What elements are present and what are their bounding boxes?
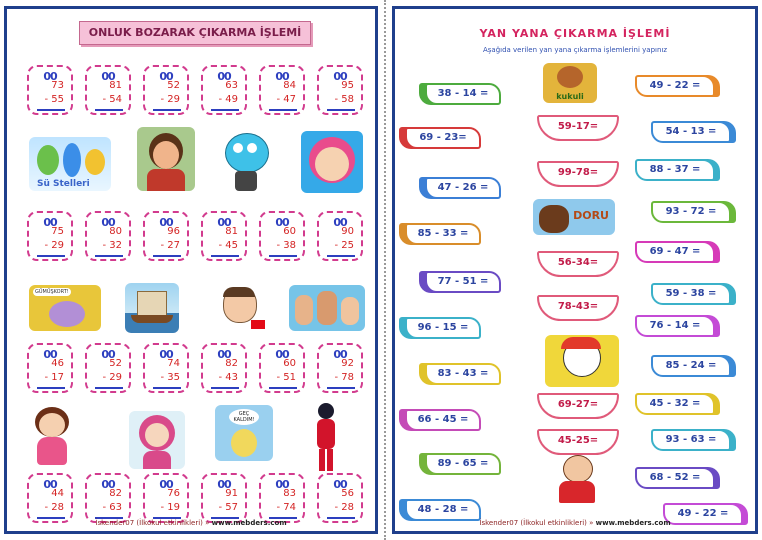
minuend: 90 [341,226,354,237]
right-column-problem: 45 - 32 = [635,393,715,415]
minuend: 60 [283,358,296,369]
subtrahend: - 57 [218,502,238,513]
minuend: 63 [225,80,238,91]
answer-line [211,255,239,257]
minuend: 96 [167,226,180,237]
subtraction-card [85,343,131,393]
left-column-problem: 89 - 65 = [425,453,501,475]
right-subtitle: Aşağıda verilen yan yana çıkarma işlemlerini yapınız [482,46,668,54]
right-column-problem: 88 - 37 = [635,159,715,181]
right-column-problem: 49 - 22 = [635,75,715,97]
subtrahend: - 45 [218,240,238,251]
heart-problem: 69-27= [537,393,619,419]
subtraction-card [201,65,247,115]
gumball-picture [221,131,271,191]
answer-line [327,387,355,389]
place-value-mark: 00 [101,216,115,229]
subtraction-card [85,211,131,261]
subtrahend: - 29 [44,240,64,251]
right-column-problem: 69 - 47 = [635,241,715,263]
subtraction-card [143,65,189,115]
heart-problem: 59-17= [537,115,619,141]
right-column-problem: 54 - 13 = [651,121,731,143]
answer-line [211,109,239,111]
subtrahend: - 19 [160,502,180,513]
subtraction-card [27,211,73,261]
right-column-problem: 93 - 63 = [651,429,731,451]
subtrahend: - 28 [334,502,354,513]
subtraction-card [85,65,131,115]
subtrahend: - 54 [102,94,122,105]
subtraction-card [259,343,305,393]
page-divider [384,0,386,540]
subtrahend: - 29 [102,372,122,383]
right-title: YAN YANA ÇIKARMA İŞLEMİ [479,27,671,40]
place-value-mark: 00 [333,478,347,491]
left-footer-site: www.mebders.com [211,519,287,527]
kukuli-label: kukuli [556,92,584,101]
answer-line [95,109,123,111]
answer-line [37,387,65,389]
subtrahend: - 25 [334,240,354,251]
subtraction-card [317,211,363,261]
minuend: 91 [225,488,238,499]
subtrahend: - 49 [218,94,238,105]
right-column-problem: 68 - 52 = [635,467,715,489]
minuend: 82 [109,488,122,499]
subtrahend: - 78 [334,372,354,383]
subtrahend: - 38 [276,240,296,251]
place-value-mark: 00 [159,216,173,229]
doru-label: DORU [573,209,609,222]
answer-line [153,109,181,111]
bubble-label: GÜMÜŞKORT! [35,289,69,295]
answer-line [153,387,181,389]
sun-team-label: Sü Stelleri [37,179,90,189]
place-value-mark: 00 [333,216,347,229]
sun-team-picture [29,137,111,191]
minuend: 84 [283,80,296,91]
place-value-mark: 00 [43,216,57,229]
niloya-picture [29,407,75,467]
subtraction-card [201,211,247,261]
answer-line [211,387,239,389]
minuend: 74 [167,358,180,369]
subtraction-card [27,65,73,115]
right-column-problem: 76 - 14 = [635,315,715,337]
subtraction-card [317,473,363,523]
left-column-problem: 38 - 14 = [425,83,501,105]
place-value-mark: 00 [43,70,57,83]
right-column-problem: 93 - 72 = [651,201,731,223]
place-value-mark: 00 [217,348,231,361]
minuend: 95 [341,80,354,91]
subtrahend: - 47 [276,94,296,105]
right-footer: İskender07 (İlkokul etkinlikleri) » www.mebders.com [479,519,671,527]
minuend: 92 [341,358,354,369]
cartoon-cat-picture [545,335,619,387]
minuend: 52 [167,80,180,91]
place-value-mark: 00 [217,70,231,83]
subtrahend: - 74 [276,502,296,513]
place-value-mark: 00 [275,70,289,83]
minuend: 73 [51,80,64,91]
place-value-mark: 00 [217,478,231,491]
subtraction-card [317,343,363,393]
answer-line [327,255,355,257]
left-column-problem: 85 - 33 = [405,223,481,245]
place-value-mark: 00 [159,348,173,361]
subtrahend: - 51 [276,372,296,383]
left-worksheet [4,6,378,534]
kukuli-picture [543,63,597,103]
subtraction-card [27,343,73,393]
place-value-mark: 00 [43,348,57,361]
right-worksheet [392,6,758,534]
place-value-mark: 00 [101,478,115,491]
left-column-problem: 47 - 26 = [425,177,501,199]
mr-bean-picture [213,285,267,331]
left-column-problem: 48 - 28 = [405,499,481,521]
place-value-mark: 00 [43,478,57,491]
viking-ship-picture [125,283,179,333]
minuend: 75 [51,226,64,237]
left-title: ONLUK BOZARAK ÇIKARMA İŞLEMİ [79,21,311,45]
minuend: 81 [109,80,122,91]
place-value-mark: 00 [333,348,347,361]
left-column-problem: 66 - 45 = [405,409,481,431]
minuend: 44 [51,488,64,499]
answer-line [269,255,297,257]
left-footer-author: İskender07 (İlkokul etkinlikleri) [95,519,203,527]
subtraction-card [201,343,247,393]
left-footer: İskender07 (İlkokul etkinlikleri) » www.mebders.com [95,519,287,527]
answer-line [37,255,65,257]
subtrahend: - 32 [102,240,122,251]
minuend: 81 [225,226,238,237]
answer-line [37,109,65,111]
minuend: 60 [283,226,296,237]
subtraction-card [259,211,305,261]
subtraction-card [85,473,131,523]
cartoon-boy-picture [553,453,601,505]
subtraction-card [201,473,247,523]
answer-line [269,387,297,389]
left-column-problem: 69 - 23= [405,127,481,149]
subtrahend: - 27 [160,240,180,251]
geç-kaldim-picture [215,405,273,461]
left-column-problem: 77 - 51 = [425,271,501,293]
speech-label: GEÇ KALDIM! [229,409,259,425]
cartoon-girl-picture [301,131,363,193]
subtraction-card [317,65,363,115]
subtrahend: - 55 [44,94,64,105]
cartoon-creature-picture [29,285,101,331]
subtrahend: - 17 [44,372,64,383]
minuend: 82 [225,358,238,369]
right-column-problem: 49 - 22 = [663,503,743,525]
place-value-mark: 00 [275,348,289,361]
subtraction-card [143,473,189,523]
place-value-mark: 00 [159,478,173,491]
masha-picture [129,411,185,469]
subtraction-card [143,211,189,261]
answer-line [269,109,297,111]
minuend: 80 [109,226,122,237]
answer-line [153,255,181,257]
minuend: 76 [167,488,180,499]
subtrahend: - 43 [218,372,238,383]
minuend: 83 [283,488,296,499]
answer-line [95,255,123,257]
answer-line [95,387,123,389]
place-value-mark: 00 [333,70,347,83]
minuend: 46 [51,358,64,369]
place-value-mark: 00 [217,216,231,229]
minuend: 52 [109,358,122,369]
place-value-mark: 00 [159,70,173,83]
subtraction-card [259,473,305,523]
right-column-problem: 59 - 38 = [651,283,731,305]
left-column-problem: 83 - 43 = [425,363,501,385]
heidi-picture [137,127,195,191]
cartoon-group-picture [289,285,365,331]
heart-problem: 78-43= [537,295,619,321]
doru-picture [533,199,615,235]
subtrahend: - 28 [44,502,64,513]
subtrahend: - 58 [334,94,354,105]
place-value-mark: 00 [275,478,289,491]
subtraction-card [259,65,305,115]
subtrahend: - 63 [102,502,122,513]
answer-line [327,109,355,111]
ladybug-hero-picture [309,401,343,473]
heart-problem: 99-78= [537,161,619,187]
place-value-mark: 00 [101,70,115,83]
heart-problem: 56-34= [537,251,619,277]
place-value-mark: 00 [101,348,115,361]
place-value-mark: 00 [275,216,289,229]
subtrahend: - 35 [160,372,180,383]
subtraction-card [27,473,73,523]
left-column-problem: 96 - 15 = [405,317,481,339]
right-footer-site: www.mebders.com [595,519,671,527]
minuend: 56 [341,488,354,499]
heart-problem: 45-25= [537,429,619,455]
right-footer-author: İskender07 (İlkokul etkinlikleri) [479,519,587,527]
subtraction-card [143,343,189,393]
subtrahend: - 29 [160,94,180,105]
right-column-problem: 85 - 24 = [651,355,731,377]
